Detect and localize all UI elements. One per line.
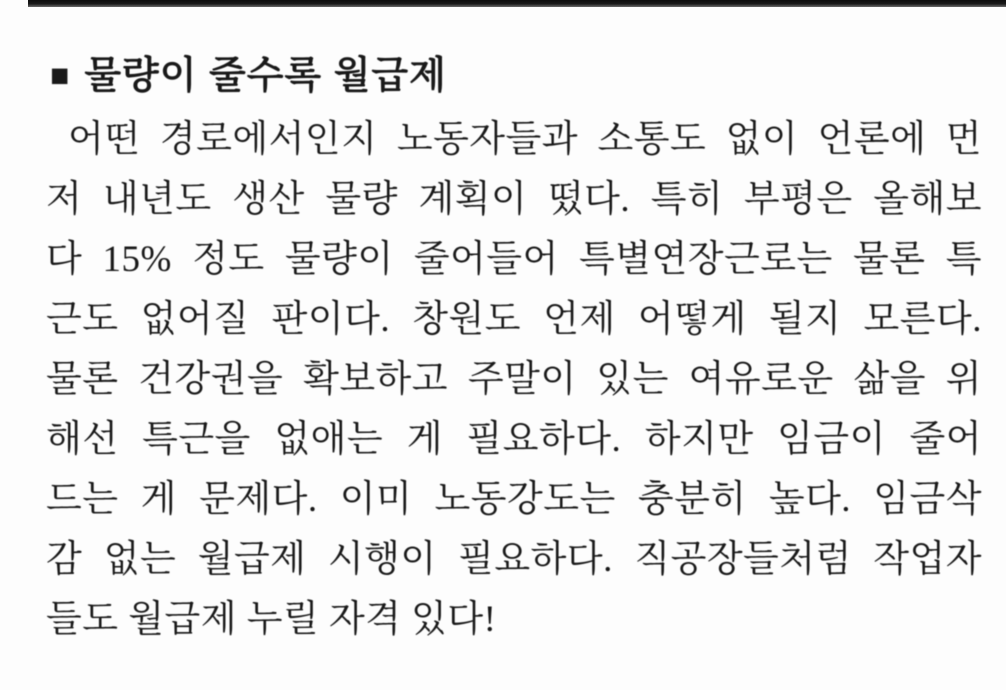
body-paragraph: [46, 110, 982, 650]
body-line: 해선 특근을 없애는 게 필요하다. 하지만 임금이 줄어: [46, 419, 982, 460]
body-line: 어떤 경로에서인지 노동자들과 소통도 없이 언론에 먼: [68, 119, 982, 160]
body-line: 다 15% 정도 물량이 줄어들어 특별연장근로는 물론 특: [46, 239, 982, 280]
top-horizontal-rule: [28, 0, 1006, 7]
square-bullet-icon: ■: [50, 57, 71, 93]
body-line: 근도 없어질 판이다. 창원도 언제 어떻게 될지 모른다.: [46, 299, 982, 340]
body-line: 감 없는 월급제 시행이 필요하다. 직공장들처럼 작업자: [46, 539, 982, 580]
body-line: 들도 월급제 누릴 자격 있다!: [46, 599, 497, 640]
body-line: 저 내년도 생산 물량 계획이 떴다. 특히 부평은 올해보: [46, 179, 982, 220]
body-line: 물론 건강권을 확보하고 주말이 있는 여유로운 삶을 위: [46, 359, 982, 400]
body-line: 드는 게 문제다. 이미 노동강도는 충분히 높다. 임금삭: [46, 479, 982, 520]
section-heading-text: 물량이 줄수록 월급제: [84, 55, 447, 97]
section-heading: [50, 52, 976, 101]
